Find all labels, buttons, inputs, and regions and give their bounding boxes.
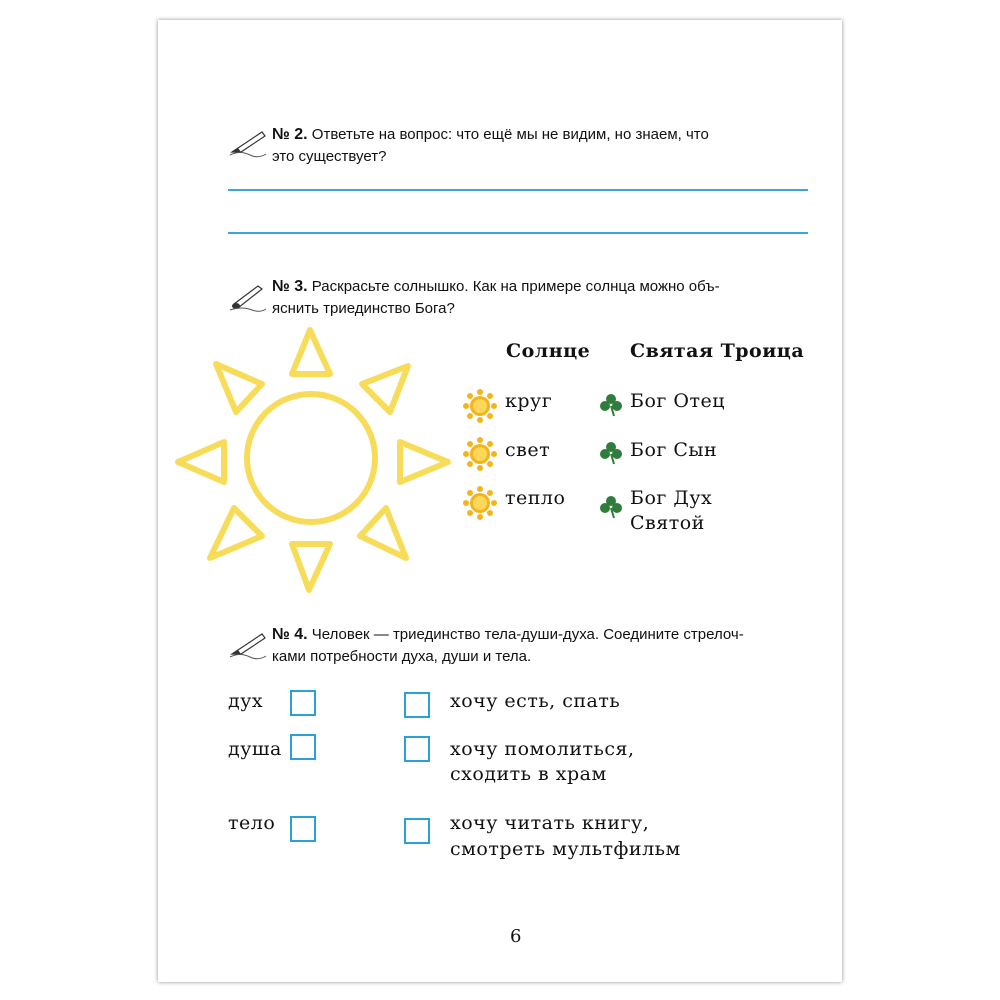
need-read-line2: смотреть мультфильм (450, 838, 681, 860)
sun-coloring-outline[interactable] (170, 322, 460, 602)
task2-text-line1: Ответьте на вопрос: что ещё мы не видим, но знаем, что (311, 126, 709, 143)
sun-icon (462, 485, 498, 521)
need-eat-sleep: хочу есть, спать (450, 690, 621, 712)
task4-prompt (272, 624, 808, 668)
task2-number: № 2. (272, 126, 308, 143)
column-header-trinity: Святая Троица (630, 340, 805, 362)
answer-line-1[interactable] (228, 189, 808, 191)
clover-icon (598, 494, 624, 520)
task3-text-line1: Раскрасьте солнышко. Как на примере солнца можно объ- (311, 278, 720, 295)
task2-text-line2: это существует? (272, 148, 387, 165)
task4-text-line1: Человек — триединство тела-души-духа. Соедините стрелоч- (311, 626, 744, 643)
trinity-item-son: Бог Сын (630, 439, 718, 461)
brush-icon (228, 280, 268, 312)
clover-icon (598, 392, 624, 418)
sun-icon (462, 388, 498, 424)
trinity-item-spirit: Бог Дух (630, 487, 713, 509)
need-pray-line1: хочу помолиться, (450, 738, 635, 760)
need-pray-line2: сходить в храм (450, 763, 607, 785)
task4-text-line2: ками потребности духа, души и тела. (272, 648, 532, 665)
left-item-spirit: дух (228, 690, 264, 712)
left-checkbox-soul[interactable] (290, 734, 316, 760)
task4-number: № 4. (272, 626, 308, 643)
right-checkbox-pray[interactable] (404, 736, 430, 762)
clover-icon (598, 440, 624, 466)
left-checkbox-spirit[interactable] (290, 690, 316, 716)
answer-line-2[interactable] (228, 232, 808, 234)
left-checkbox-body[interactable] (290, 816, 316, 842)
pencil-icon (228, 628, 268, 660)
trinity-item-father: Бог Отец (630, 390, 725, 412)
right-checkbox-read[interactable] (404, 818, 430, 844)
need-read-line1: хочу читать книгу, (450, 812, 650, 834)
pencil-icon (228, 126, 268, 158)
sun-item-light: свет (505, 439, 551, 461)
right-checkbox-eat-sleep[interactable] (404, 692, 430, 718)
left-item-soul: душа (228, 738, 282, 760)
task3-number: № 3. (272, 278, 308, 295)
task2-prompt (272, 124, 808, 168)
column-header-sun: Солнце (506, 340, 591, 362)
sun-item-warmth: тепло (505, 487, 566, 509)
sun-icon (462, 436, 498, 472)
task3-prompt (272, 276, 808, 320)
left-item-body: тело (228, 812, 276, 834)
task3-text-line2: яснить триединство Бога? (272, 300, 455, 317)
trinity-item-holy: Святой (630, 512, 705, 534)
sun-item-circle: круг (505, 390, 553, 412)
page-number: 6 (510, 926, 522, 947)
